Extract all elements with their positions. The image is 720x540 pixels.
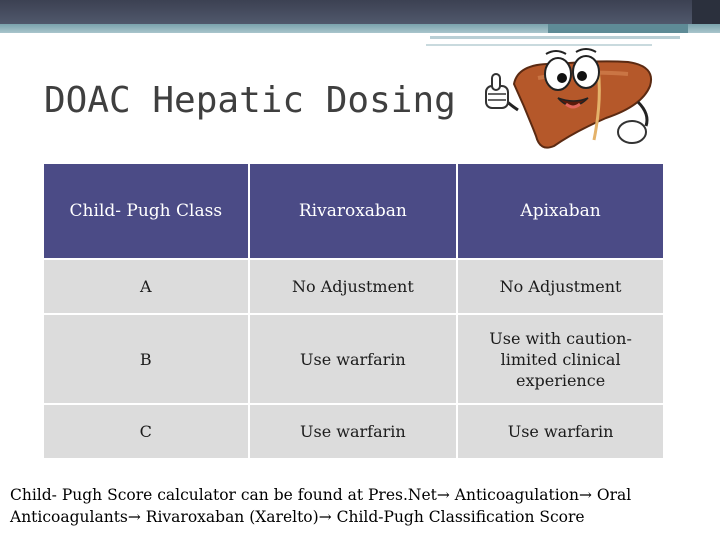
- cell-rivaroxaban: No Adjustment: [249, 259, 458, 314]
- decorative-line: [430, 36, 680, 39]
- doac-dosing-table: [42, 162, 665, 460]
- thumbs-up-hand-icon: [486, 74, 508, 108]
- teal-decorative-strip: [0, 24, 720, 33]
- teal-strip-accent: [548, 24, 688, 33]
- slide-title: DOAC Hepatic Dosing: [44, 80, 456, 121]
- table-row: [43, 404, 664, 459]
- footer-note: Child- Pugh Score calculator can be found at Pres.Net→ Anticoagulation→ Oral Anticoagulants→ Rivaroxaban (Xarelto)→ Child-Pugh Classification Score: [10, 486, 632, 526]
- header-rivaroxaban: Rivaroxaban: [249, 163, 458, 259]
- cell-class: C: [43, 404, 249, 459]
- table-row: [43, 259, 664, 314]
- cell-class: A: [43, 259, 249, 314]
- top-bar-corner-block: [692, 0, 720, 24]
- cell-rivaroxaban: Use warfarin: [249, 404, 458, 459]
- cell-apixaban: Use with caution- limited clinical experience: [457, 314, 664, 404]
- header-apixaban: Apixaban: [457, 163, 664, 259]
- liver-mascot-thumbs-up-icon: [478, 40, 668, 152]
- header-child-pugh-class: Child- Pugh Class: [43, 163, 249, 259]
- cell-rivaroxaban: Use warfarin: [249, 314, 458, 404]
- cell-apixaban: Use warfarin: [457, 404, 664, 459]
- top-decorative-bar: [0, 0, 720, 24]
- cell-class: B: [43, 314, 249, 404]
- table-row: [43, 314, 664, 404]
- cell-apixaban: No Adjustment: [457, 259, 664, 314]
- table-header-row: [43, 163, 664, 259]
